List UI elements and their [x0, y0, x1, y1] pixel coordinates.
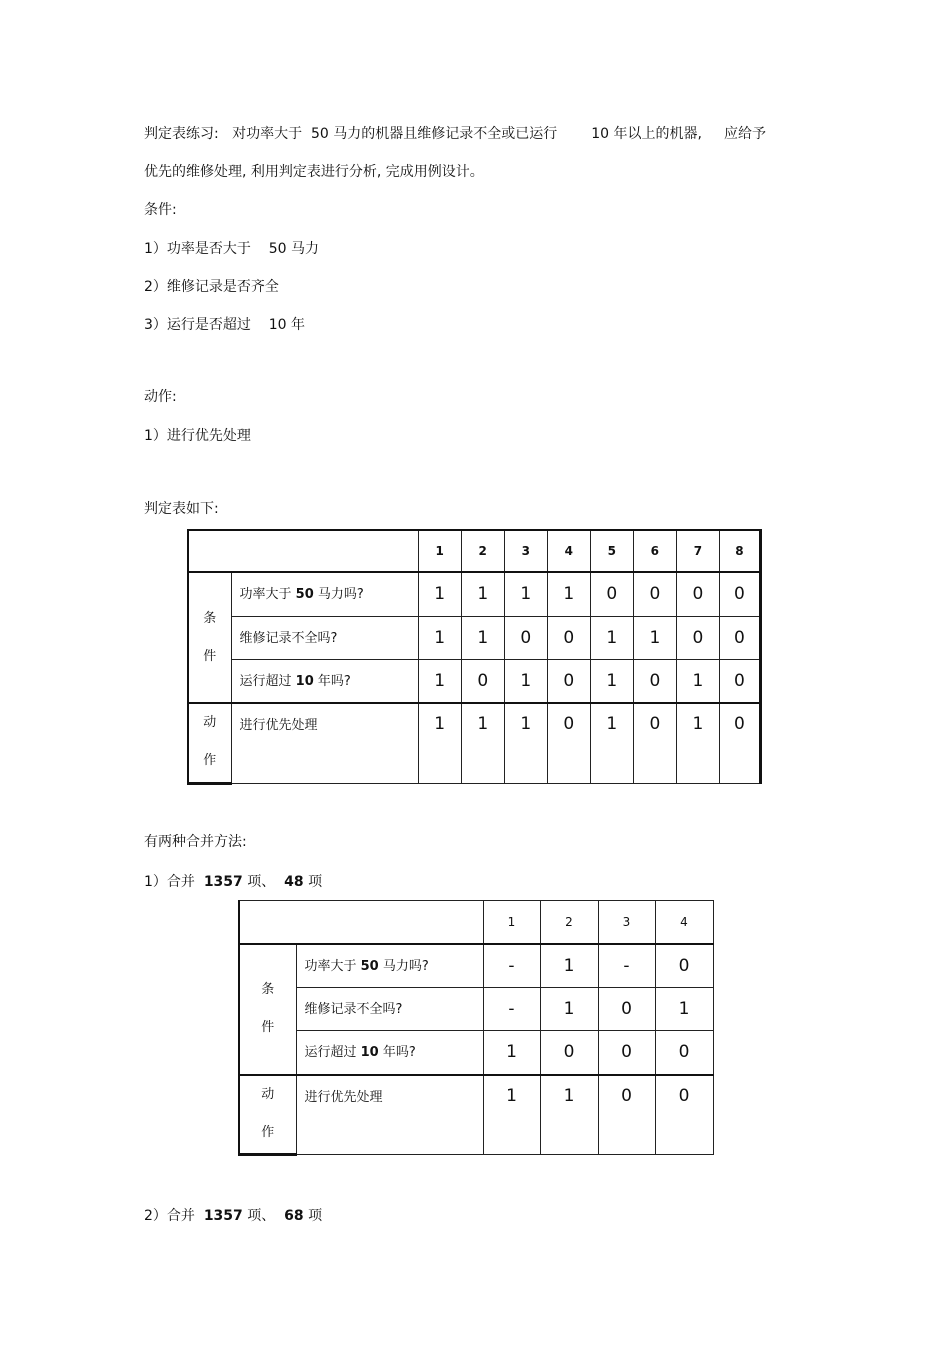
- table1-cell: 0: [547, 703, 590, 783]
- table1-cell: 0: [676, 572, 719, 616]
- table2-cell: 0: [598, 1075, 655, 1155]
- table2-conditions-group: 条 件: [239, 944, 296, 1075]
- table1-cell: 0: [590, 572, 633, 616]
- table1-cell: 0: [633, 703, 676, 783]
- table2-cell: 0: [540, 1031, 598, 1075]
- table1-cell: 1: [504, 703, 547, 783]
- table1-cell: 0: [504, 616, 547, 659]
- table2-cell: 0: [598, 1031, 655, 1075]
- intro-text-a: 判定表练习: 对功率大于: [144, 126, 311, 142]
- table2-row-label: 功率大于 50 马力吗?: [296, 944, 483, 988]
- intro-line-2: 优先的维修处理, 利用判定表进行分析, 完成用例设计。: [144, 164, 484, 180]
- table1-cell: 0: [461, 659, 504, 703]
- table2-cell: 0: [655, 944, 713, 988]
- table1-row-records: [188, 616, 761, 659]
- table1-col-header: 7: [676, 530, 719, 572]
- table1-cell: 1: [461, 572, 504, 616]
- table1-row-power: [188, 572, 761, 616]
- table1-heading: 判定表如下:: [144, 501, 219, 517]
- table2-cell: 1: [483, 1031, 540, 1075]
- intro-line-1: [144, 124, 766, 144]
- table1-cell: 0: [719, 659, 760, 703]
- table2-row-label: 运行超过 10 年吗?: [296, 1031, 483, 1075]
- table2-cell: 0: [655, 1075, 713, 1155]
- table2-row-action: [239, 1075, 713, 1155]
- table1-cell: 1: [418, 572, 461, 616]
- action-item-1: 1）进行优先处理: [144, 428, 251, 444]
- table1-cell: 0: [676, 616, 719, 659]
- table2-cell: 1: [483, 1075, 540, 1155]
- condition-item-3: 3）运行是否超过 10 年: [144, 317, 305, 333]
- table1-cell: 1: [590, 703, 633, 783]
- table2-cell: 1: [540, 944, 598, 988]
- table1-cell: 0: [547, 659, 590, 703]
- merge-method-2: 2）合并 1357 项、 68 项: [144, 1208, 323, 1224]
- table2-col-header: 1: [483, 901, 540, 944]
- table2-cell: 0: [598, 988, 655, 1031]
- table2-row-power: [239, 944, 713, 988]
- intro-text-b: 50 马力的机器且维修记录不全或已运行: [310, 126, 558, 142]
- table1-cell: 1: [590, 659, 633, 703]
- table1-cell: 1: [676, 659, 719, 703]
- merge-heading: 有两种合并方法:: [144, 834, 247, 850]
- table1-cell: 0: [547, 616, 590, 659]
- table2-col-header: 3: [598, 901, 655, 944]
- table2-actions-group: 动 作: [239, 1075, 296, 1155]
- table2-col-header: 4: [655, 901, 713, 944]
- table1-row-action: [188, 703, 761, 783]
- table1-col-header: 8: [719, 530, 760, 572]
- table1-corner-cell: [188, 530, 418, 572]
- table2-header-row: [239, 901, 713, 944]
- table1-cell: 1: [418, 703, 461, 783]
- table1-row-label: 维修记录不全吗?: [231, 616, 418, 659]
- table1-cell: 1: [504, 572, 547, 616]
- table1-cell: 1: [633, 616, 676, 659]
- table2-cell: 1: [540, 1075, 598, 1155]
- intro-text-c: 10 年以上的机器,: [591, 126, 702, 142]
- actions-heading: 动作:: [144, 389, 177, 405]
- table2-col-header: 2: [540, 901, 598, 944]
- conditions-heading: 条件:: [144, 202, 177, 218]
- table1-col-header: 4: [547, 530, 590, 572]
- table1-cell: 1: [418, 616, 461, 659]
- table2-cell: -: [598, 944, 655, 988]
- table1-row-years: [188, 659, 761, 703]
- table1-cell: 1: [461, 703, 504, 783]
- table1-cell: 1: [504, 659, 547, 703]
- table1-col-header: 3: [504, 530, 547, 572]
- table2-cell: -: [483, 944, 540, 988]
- table2-cell: -: [483, 988, 540, 1031]
- table1-cell: 1: [418, 659, 461, 703]
- table1-cell: 1: [590, 616, 633, 659]
- decision-table-merged: [238, 900, 714, 1156]
- table2-cell: 0: [655, 1031, 713, 1075]
- table1-col-header: 6: [633, 530, 676, 572]
- table1-cell: 1: [676, 703, 719, 783]
- decision-table-full: [187, 529, 762, 785]
- table2-row-years: [239, 1031, 713, 1075]
- table1-col-header: 1: [418, 530, 461, 572]
- table2-row-label: 维修记录不全吗?: [296, 988, 483, 1031]
- table1-action-label: 进行优先处理: [231, 703, 418, 783]
- table1-cell: 1: [461, 616, 504, 659]
- table2-cell: 1: [655, 988, 713, 1031]
- table1-actions-group: 动 作: [188, 703, 231, 783]
- table1-row-label: 功率大于 50 马力吗?: [231, 572, 418, 616]
- condition-item-2: 2）维修记录是否齐全: [144, 279, 279, 295]
- table1-cell: 0: [719, 616, 760, 659]
- table1-cell: 0: [633, 572, 676, 616]
- table2-row-records: [239, 988, 713, 1031]
- table1-header-row: [188, 530, 761, 572]
- table1-cell: 0: [633, 659, 676, 703]
- table2-action-label: 进行优先处理: [296, 1075, 483, 1155]
- table1-cell: 0: [719, 572, 760, 616]
- table1-conditions-group: 条 件: [188, 572, 231, 703]
- table2-corner-cell: [239, 901, 483, 944]
- table1-col-header: 5: [590, 530, 633, 572]
- table1-cell: 1: [547, 572, 590, 616]
- merge-method-1: 1）合并 1357 项、 48 项: [144, 874, 323, 890]
- condition-item-1: 1）功率是否大于 50 马力: [144, 241, 319, 257]
- intro-text-d: 应给予: [723, 126, 766, 142]
- table1-col-header: 2: [461, 530, 504, 572]
- table1-cell: 0: [719, 703, 760, 783]
- table2-cell: 1: [540, 988, 598, 1031]
- table1-row-label: 运行超过 10 年吗?: [231, 659, 418, 703]
